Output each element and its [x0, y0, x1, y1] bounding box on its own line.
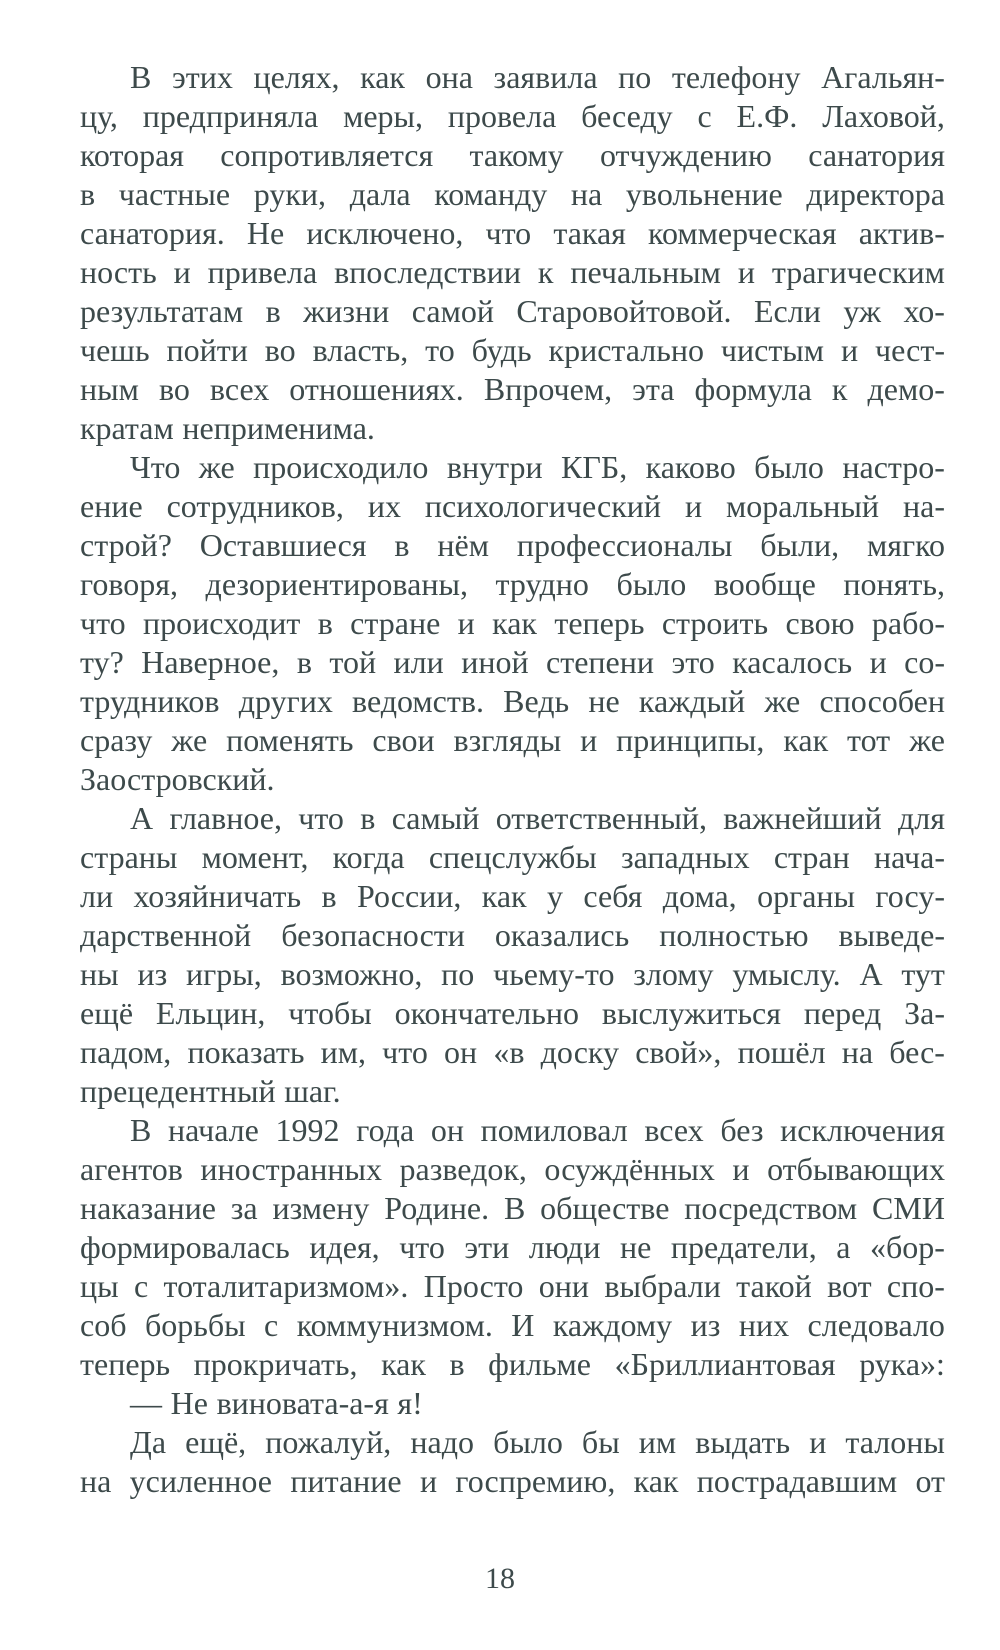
text-line: Да ещё, пожалуй, надо было бы им выдать и талоны: [130, 1424, 945, 1460]
text-line: которая сопротивляется такому отчуждению санатория: [80, 137, 945, 173]
text-line: цу, предприняла меры, провела беседу с Е.Ф. Лаховой,: [80, 98, 945, 134]
text-line: ли хозяйничать в России, как у себя дома, органы госу-: [80, 878, 945, 914]
text-line: ны из игры, возможно, по чьему-то злому умыслу. А тут: [80, 956, 945, 992]
text-line: цы с тоталитаризмом». Просто они выбрали такой вот спо-: [80, 1268, 945, 1304]
text-line: санатория. Не исключено, что такая коммерческая актив-: [80, 215, 945, 251]
text-line: трудников других ведомств. Ведь не каждый же способен: [80, 683, 945, 719]
text-line: говоря, дезориентированы, трудно было вообще понять,: [80, 566, 945, 602]
text-line: Что же происходило внутри КГБ, каково было настро-: [130, 449, 945, 485]
text-line: в частные руки, дала команду на увольнение директора: [80, 176, 945, 212]
text-line: Заостровский.: [80, 761, 275, 797]
text-line: на усиленное питание и госпремию, как пострадавшим от: [80, 1463, 945, 1499]
text-line: В этих целях, как она заявила по телефону Агальян-: [130, 59, 945, 95]
page-number: 18: [485, 1562, 515, 1595]
text-line: ещё Ельцин, чтобы окончательно выслужиться перед За-: [80, 995, 945, 1031]
text-line: ным во всех отношениях. Впрочем, эта формула к демо-: [80, 371, 945, 407]
text-line: кратам неприменима.: [80, 410, 375, 446]
text-line: наказание за измену Родине. В обществе посредством СМИ: [80, 1190, 945, 1226]
text-line: ение сотрудников, их психологический и моральный на-: [80, 488, 945, 524]
text-line: формировалась идея, что эти люди не предатели, а «бор-: [80, 1229, 945, 1265]
text-line: В начале 1992 года он помиловал всех без исключения: [130, 1112, 945, 1148]
text-line: дарственной безопасности оказались полностью выведе-: [80, 917, 945, 953]
text-line: А главное, что в самый ответственный, важнейший для: [130, 800, 945, 836]
text-line: теперь прокричать, как в фильме «Бриллиантовая рука»:: [80, 1346, 945, 1382]
text-line: результатам в жизни самой Старовойтовой. Если уж хо-: [80, 293, 945, 329]
text-line: агентов иностранных разведок, осуждённых и отбывающих: [80, 1151, 945, 1187]
text-line: что происходит в стране и как теперь строить свою рабо-: [80, 605, 945, 641]
text-line: прецедентный шаг.: [80, 1073, 341, 1109]
text-line: страны момент, когда спецслужбы западных стран нача-: [80, 839, 945, 875]
page-body: [80, 58, 945, 1501]
text-line: сразу же поменять свои взгляды и принципы, как тот же: [80, 722, 945, 758]
text-line: ту? Наверное, в той или иной степени это касалось и со-: [80, 644, 945, 680]
text-line: соб борьбы с коммунизмом. И каждому из них следовало: [80, 1307, 945, 1343]
text-line: строй? Оставшиеся в нём профессионалы были, мягко: [80, 527, 945, 563]
text-line: падом, показать им, что он «в доску свой», пошёл на бес-: [80, 1034, 945, 1070]
text-line: — Не виновата-а-я я!: [130, 1385, 423, 1421]
text-line: чешь пойти во власть, то будь кристально чистым и чест-: [80, 332, 945, 368]
text-line: ность и привела впоследствии к печальным и трагическим: [80, 254, 945, 290]
